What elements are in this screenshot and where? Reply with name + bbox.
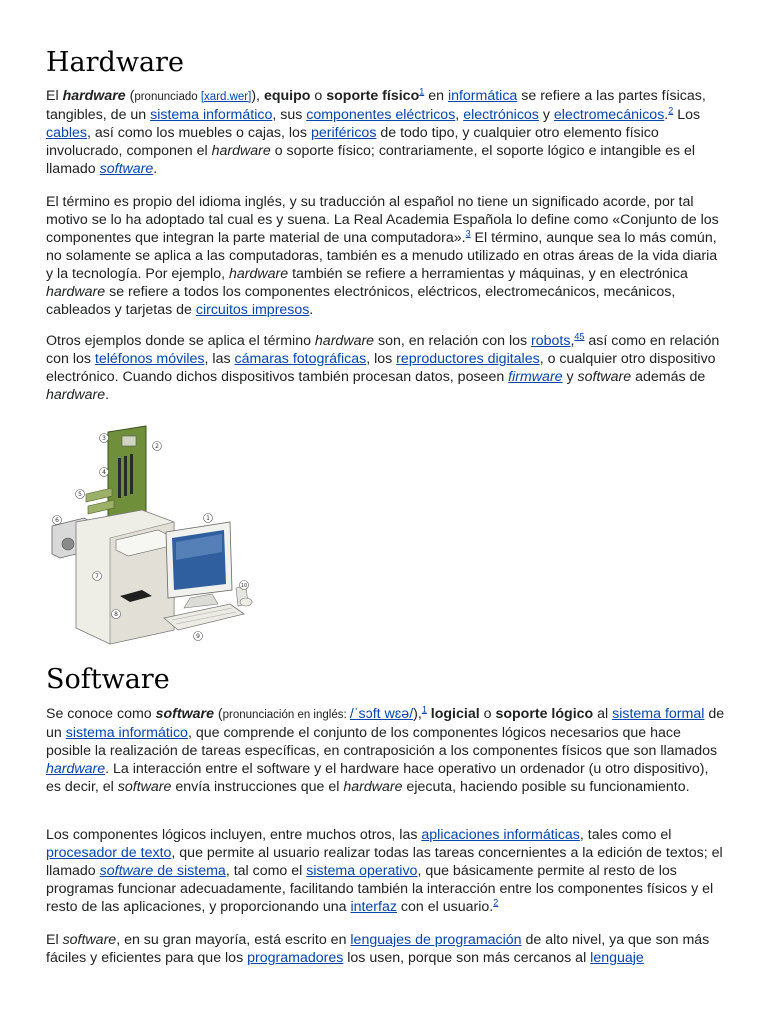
text: o — [479, 706, 496, 722]
text: , tal como el — [225, 863, 307, 879]
text: ( — [125, 88, 135, 104]
term-hardware: hardware — [314, 333, 375, 349]
text: de todo tipo, y cualquier otro elemento físico involucrado, componen el — [46, 125, 659, 159]
link-cables[interactable]: cables — [46, 125, 88, 141]
term-hardware: hardware — [46, 387, 106, 403]
pronunciation-label: pronunciación en inglés: — [222, 709, 350, 721]
reference-link[interactable]: 1 — [421, 704, 427, 715]
link-interfaz[interactable]: interfaz — [350, 899, 397, 915]
text: o — [310, 88, 327, 104]
text: de alto nivel, ya que son más fáciles y eficientes para que los — [46, 932, 710, 966]
link-text: software — [99, 863, 154, 879]
link-robots[interactable]: robots — [531, 333, 571, 349]
text: , sus — [272, 107, 307, 123]
figure-label: 6 — [55, 517, 59, 524]
term-hardware: hardware — [46, 284, 106, 300]
term-hardware: hardware — [62, 88, 126, 104]
text: ), — [251, 88, 264, 104]
link-componentes-electricos[interactable]: componentes eléctricos — [306, 107, 456, 123]
term-equipo: equipo — [263, 88, 311, 104]
link-electronicos[interactable]: electrónicos — [463, 107, 539, 123]
text: o soporte físico; contrariamente, el soporte lógico e intangible es el llamado — [46, 143, 696, 177]
pronunciation-label: pronunciado — [134, 91, 201, 103]
text: ), — [413, 706, 422, 722]
term-hardware: hardware — [228, 266, 289, 282]
link-text: hardware — [46, 761, 106, 777]
link-firmware[interactable] — [508, 369, 562, 385]
figure-label: 10 — [240, 583, 248, 589]
text: . — [309, 302, 314, 318]
figure-label: 4 — [102, 469, 106, 476]
figure-label: 5 — [78, 491, 82, 498]
term-software: software — [62, 932, 117, 948]
paragraph-software-languages — [46, 931, 726, 967]
figure-label: 7 — [95, 573, 99, 580]
text: El — [46, 88, 63, 104]
text: , las — [204, 351, 235, 367]
reference-link[interactable]: 3 — [465, 228, 471, 239]
link-software[interactable] — [100, 161, 154, 177]
paragraph-hardware-etymology — [46, 193, 726, 319]
text: , que permite al usuario realizar todas las tareas concernientes a la edición de textos; el llamado — [46, 845, 723, 879]
link-circuitos-impresos[interactable]: circuitos impresos — [195, 302, 310, 318]
paragraph-software-components — [46, 826, 726, 916]
text: Se conoce como — [46, 706, 156, 722]
text: Los — [673, 107, 701, 123]
link-procesador-de-texto[interactable]: procesador de texto — [46, 845, 172, 861]
text: , los — [366, 351, 397, 367]
text: y — [562, 369, 578, 385]
reference-link[interactable]: 2 — [493, 897, 499, 908]
term-software: software — [117, 779, 172, 795]
figure-label: 2 — [155, 443, 159, 450]
link-text: firmware — [508, 369, 563, 385]
link-lenguaje[interactable]: lenguaje — [590, 950, 644, 966]
section-title-software: Software — [46, 664, 170, 695]
term-software: software — [155, 706, 214, 722]
term-soporte-fisico: soporte físico — [326, 88, 420, 104]
text: al — [593, 706, 613, 722]
link-software-de-sistema[interactable] — [100, 863, 226, 879]
figure-label: 8 — [114, 611, 118, 618]
link-sistema-informatico[interactable]: sistema informático — [150, 107, 273, 123]
text: envía instrucciones que el — [171, 779, 344, 795]
link-programadores[interactable]: programadores — [247, 950, 344, 966]
text: . — [105, 387, 110, 403]
text: en — [424, 88, 448, 104]
link-electromecanicos[interactable]: electromecánicos — [553, 107, 665, 123]
link-perifericos[interactable]: periféricos — [310, 125, 377, 141]
text: . La interacción entre el software y el hardware hace operativo un ordenador (u otro dispositivo), es decir, el — [46, 761, 709, 795]
reference-link[interactable]: 2 — [668, 105, 674, 116]
link-text: de sistema — [153, 863, 226, 879]
figure-label: 3 — [102, 435, 106, 442]
text: Otros ejemplos donde se aplica el término — [46, 333, 315, 349]
term-logicial: logicial — [430, 706, 480, 722]
text: ejecuta, haciendo posible su funcionamiento. — [402, 779, 690, 795]
text: , — [570, 333, 575, 349]
figure-label: 9 — [196, 633, 200, 640]
link-camaras-fotograficas[interactable]: cámaras fotográficas — [234, 351, 367, 367]
paragraph-hardware-examples — [46, 332, 726, 404]
pronunciation-link[interactable]: /ˈsɔft wɛə/ — [349, 706, 414, 722]
text: de un — [46, 706, 725, 741]
text: , que comprende el conjunto de los componentes lógicos necesarios que hace posible la realización de tareas específicas, en contraposición a los componentes físicos que son llamados — [46, 725, 718, 759]
text: El término es propio del idioma inglés, y su traducción al español no tiene un significado acorde, por tal motivo se lo ha adoptado tal cual es y suena. La Real Academia Española lo define como «Conjunto de los componentes que integran la parte material de una computadora». — [46, 194, 719, 246]
text: . — [153, 161, 158, 177]
pronunciation-link[interactable]: [xard.wer] — [200, 91, 252, 103]
text: con el usuario. — [396, 899, 494, 915]
text: se refiere a todos los componentes electrónicos, eléctricos, electromecánicos, mecánicos, cableados y tarjetas de — [46, 284, 676, 318]
reference-link[interactable]: 45 — [574, 331, 585, 342]
paragraph-software-definition — [46, 705, 726, 796]
text: , en su gran mayoría, está escrito en — [116, 932, 351, 948]
text: Los componentes lógicos incluyen, entre muchos otros, las — [46, 827, 422, 843]
text: son, en relación con los — [374, 333, 532, 349]
text: El — [46, 932, 63, 948]
text: así como en relación con los — [46, 333, 720, 367]
text: los usen, porque son más cercanos al — [343, 950, 591, 966]
text: El término, aunque sea lo más común, no solamente se aplica a las computadoras, también es a menudo utilizado en otras áreas de la vida diaria y la tecnología. Por ejemplo, — [46, 230, 718, 282]
link-sistema-formal[interactable]: sistema formal — [612, 706, 705, 722]
term-software: software — [577, 369, 632, 385]
figure-label: 1 — [206, 515, 210, 522]
term-soporte-logico: soporte lógico — [495, 706, 594, 722]
text: , — [455, 107, 464, 123]
personal-computer-exploded-diagram — [46, 422, 286, 650]
link-sistema-informatico[interactable]: sistema informático — [65, 725, 188, 741]
section-title-hardware: Hardware — [46, 47, 184, 78]
link-sistema-operativo[interactable]: sistema operativo — [306, 863, 418, 879]
link-text: software — [99, 161, 154, 177]
text: ( — [213, 706, 223, 722]
text: , o cualquier otro dispositivo electrónico. Cuando dichos dispositivos también procesan datos, poseen — [46, 351, 716, 385]
text: . — [664, 107, 669, 123]
text: , así como los muebles o cajas, los — [87, 125, 311, 141]
keyboard-shape — [164, 604, 244, 630]
link-telefonos-moviles[interactable]: teléfonos móviles — [94, 351, 205, 367]
text: además de — [631, 369, 706, 385]
text: y — [538, 107, 554, 123]
term-hardware: hardware — [343, 779, 403, 795]
text: se refiere a las partes físicas, tangibles, de un — [46, 88, 706, 123]
link-hardware[interactable] — [46, 761, 105, 777]
link-informatica[interactable]: informática — [447, 88, 518, 104]
text: , que básicamente permite al resto de los programas funcionar adecuadamente, facilitando también la interacción entre los componentes físicos y el resto de las aplicaciones, y proporcionando una — [46, 863, 714, 915]
link-aplicaciones-informaticas[interactable]: aplicaciones informáticas — [421, 827, 580, 843]
text: , tales como el — [579, 827, 672, 843]
term-hardware: hardware — [211, 143, 271, 159]
reference-link[interactable]: 1 — [419, 86, 425, 97]
paragraph-hardware-definition — [46, 87, 726, 178]
link-lenguajes-de-programacion[interactable]: lenguajes de programación — [350, 932, 522, 948]
link-reproductores-digitales[interactable]: reproductores digitales — [396, 351, 540, 367]
text: también se refiere a herramientas y máquinas, y en electrónica — [288, 266, 688, 282]
